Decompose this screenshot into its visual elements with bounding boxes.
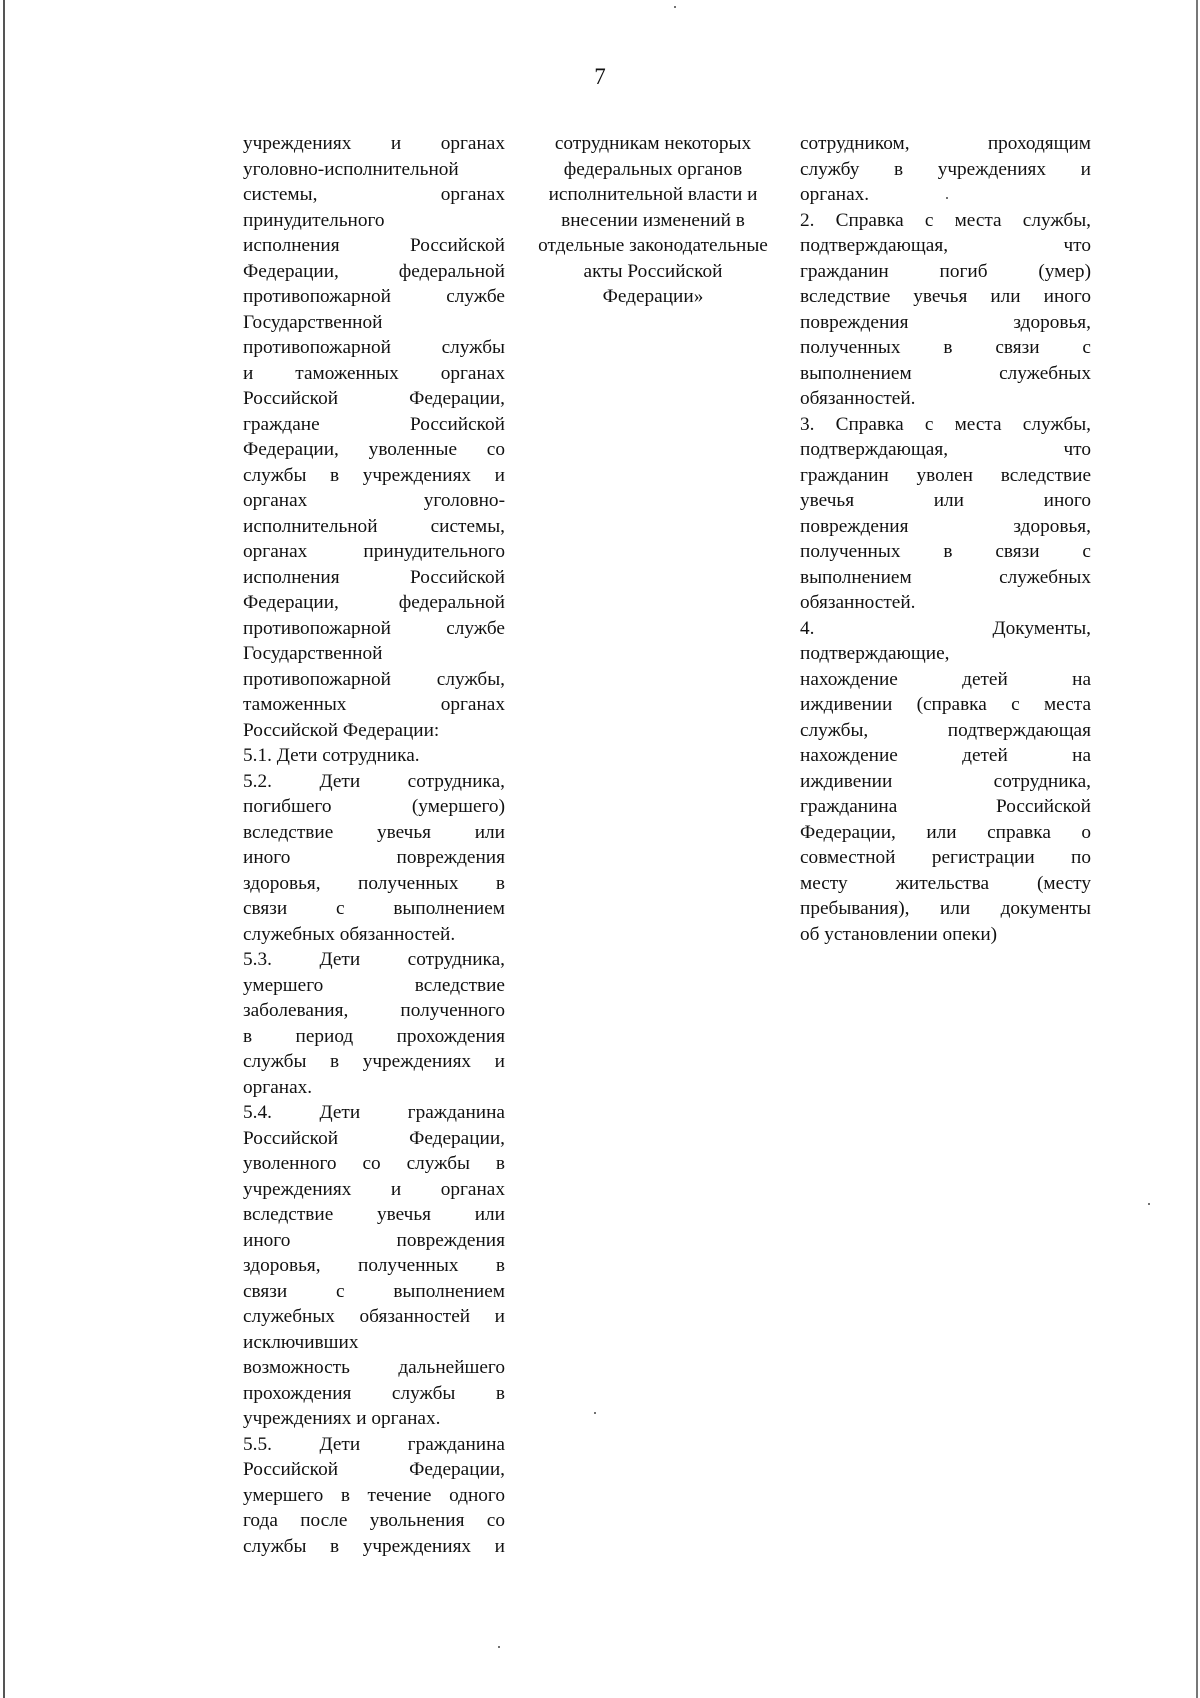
scan-speck [946, 197, 948, 199]
text-line: службы, подтверждающая [800, 719, 1091, 741]
text-line: учреждениях и органах. [243, 1408, 441, 1429]
text-line: об установлении опеки) [800, 923, 998, 945]
text-line: исключивших [243, 1331, 359, 1353]
text-line: выполнением служебных [800, 362, 1091, 384]
text-line: Государственной [243, 643, 383, 664]
text-line: подтверждающие, [800, 643, 950, 664]
text-line: прохождения службы в [243, 1382, 505, 1404]
scan-speck [674, 6, 676, 8]
text-line: нахождение детей на [800, 745, 1091, 766]
text-line: Федерации, или справка о [800, 821, 1091, 843]
text-line: противопожарной службе [243, 617, 505, 639]
text-line: исполнения Российской [243, 566, 505, 588]
text-line: гражданин уволен вследствие [800, 464, 1091, 486]
text-line: полученных в связи с [800, 541, 1091, 562]
text-line: 5.1. Дети сотрудника. [243, 745, 420, 766]
text-line: Федерации, федеральной [243, 260, 505, 282]
text-line: учреждениях и органах [243, 1178, 505, 1200]
text-line: связи с выполнением [243, 1280, 505, 1302]
text-line: подтверждающая, что [800, 235, 1091, 256]
text-line: службу в учреждениях и [800, 158, 1091, 180]
text-line: вследствие увечья или [243, 1204, 505, 1225]
text-line: 5.3. Дети сотрудника, [243, 949, 505, 970]
text-line: уголовно-исполнительной [243, 158, 459, 180]
text-line: системы, органах [243, 184, 505, 205]
text-line: здоровья, полученных в [243, 872, 505, 894]
text-line: возможность дальнейшего [243, 1357, 505, 1378]
text-line: гражданина Российской [800, 796, 1091, 817]
text-line: сотрудникам некоторых [554, 133, 752, 154]
text-line: 5.5. Дети гражданина [243, 1433, 505, 1455]
text-line: подтверждающая, что [800, 439, 1091, 460]
text-line: повреждения здоровья, [800, 515, 1091, 537]
text-line: исполнительной власти и [548, 184, 758, 205]
text-line: иного повреждения [243, 847, 505, 868]
text-line: противопожарной службы, [243, 668, 505, 690]
text-line: служебных обязанностей и [243, 1306, 505, 1327]
text-line: Федерации, уволенные со [243, 439, 505, 460]
text-line: совместной регистрации по [800, 847, 1091, 868]
text-line: противопожарной службе [243, 286, 505, 307]
text-line: Федерации, федеральной [243, 592, 505, 613]
text-line: месту жительства (месту [800, 872, 1091, 894]
text-line: органах принудительного [243, 541, 505, 562]
text-line: граждане Российской [243, 413, 505, 435]
text-line: органах. [243, 1076, 313, 1098]
scan-speck [1148, 1203, 1150, 1205]
text-line: заболевания, полученного [243, 1000, 505, 1021]
text-line: уволенного со службы в [243, 1153, 505, 1174]
text-line: акты Российской [583, 260, 723, 282]
scan-speck [498, 1646, 500, 1648]
scan-speck [594, 1412, 596, 1414]
text-line: гражданин погиб (умер) [800, 260, 1091, 282]
text-line: здоровья, полученных в [243, 1255, 505, 1276]
text-line: вследствие увечья или иного [800, 286, 1091, 307]
text-line: иного повреждения [243, 1229, 505, 1251]
text-line: таможенных органах [243, 694, 505, 715]
text-line: принудительного [243, 209, 385, 231]
text-line: службы в учреждениях и [243, 1051, 505, 1072]
text-line: федеральных органов [563, 158, 743, 180]
table-column-2 [515, 131, 791, 310]
text-line: Федерации» [602, 286, 704, 307]
text-line: погибшего (умершего) [243, 796, 505, 817]
text-line: Российской Федерации: [243, 719, 440, 741]
text-line: Российской Федерации, [243, 1459, 505, 1480]
text-line: служебных обязанностей. [243, 923, 456, 945]
scan-left-edge [3, 0, 5, 1698]
text-line: обязанностей. [800, 592, 916, 613]
table-column-1 [243, 131, 505, 1559]
text-line: нахождение детей на [800, 668, 1091, 690]
text-line: пребывания), или документы [800, 898, 1091, 919]
table-column-3 [800, 131, 1091, 947]
text-line: иждивении сотрудника, [800, 770, 1091, 792]
text-line: службы в учреждениях и [243, 464, 505, 486]
text-line: 3. Справка с места службы, [800, 413, 1091, 435]
scan-right-edge [1196, 0, 1198, 1698]
text-line: выполнением служебных [800, 566, 1091, 588]
text-line: сотрудником, проходящим [800, 133, 1091, 154]
text-line: 2. Справка с места службы, [800, 209, 1091, 231]
text-line: исполнения Российской [243, 235, 505, 256]
text-line: Российской Федерации, [243, 1127, 505, 1149]
text-line: повреждения здоровья, [800, 311, 1091, 333]
text-line: умершего вследствие [243, 974, 505, 996]
text-line: года после увольнения со [243, 1510, 505, 1531]
text-line: органах уголовно- [243, 490, 505, 511]
text-line: Государственной [243, 311, 383, 333]
text-line: иждивении (справка с места [800, 694, 1091, 715]
text-line: органах. [800, 184, 870, 205]
text-line: внесении изменений в [561, 209, 745, 231]
text-line: полученных в связи с [800, 337, 1091, 358]
text-line: вследствие увечья или [243, 821, 505, 843]
text-line: в период прохождения [243, 1025, 505, 1047]
page-number: 7 [594, 64, 606, 89]
text-line: умершего в течение одного [243, 1484, 505, 1506]
text-line: противопожарной службы [243, 337, 505, 358]
text-line: увечья или иного [800, 490, 1091, 511]
text-line: связи с выполнением [243, 898, 505, 919]
text-line: обязанностей. [800, 388, 916, 409]
text-line: 5.2. Дети сотрудника, [243, 770, 505, 792]
text-line: Российской Федерации, [243, 388, 505, 409]
text-line: 5.4. Дети гражданина [243, 1102, 505, 1123]
text-line: и таможенных органах [243, 362, 505, 384]
text-line: исполнительной системы, [243, 515, 505, 537]
text-line: отдельные законодательные [538, 235, 768, 256]
text-line: учреждениях и органах [243, 133, 505, 154]
text-line: 4. Документы, [800, 617, 1091, 639]
text-line: службы в учреждениях и [243, 1535, 505, 1557]
